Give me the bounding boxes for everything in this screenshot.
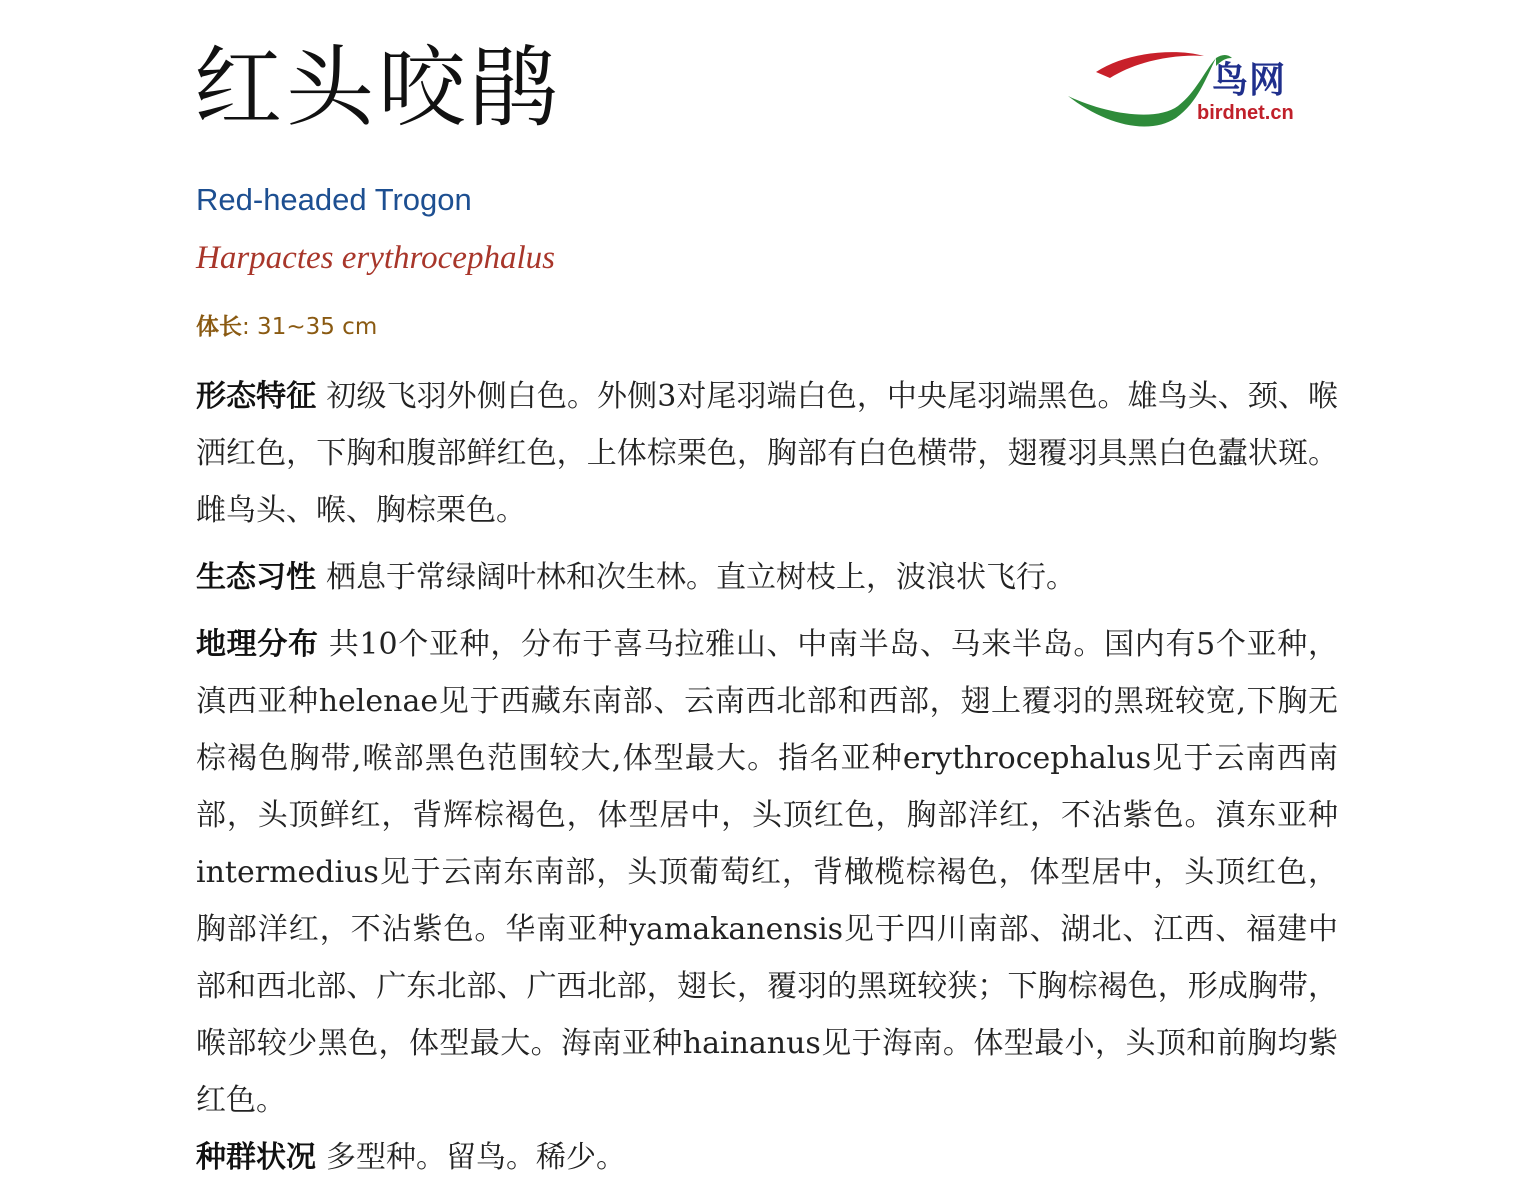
species-title: 红头咬鹃: [194, 36, 563, 139]
section-distribution: [196, 616, 1338, 1129]
section-text: 初级飞羽外侧白色。外侧3对尾羽端白色，中央尾羽端黑色。雄鸟头、颈、喉洒红色，下胸和腹部鲜红色，上体棕栗色，胸部有白色横带，翅覆羽具黑白色蠹状斑。雌鸟头、喉、胸棕栗色。: [196, 379, 1339, 528]
section-population: [196, 1129, 1338, 1186]
section-heading: 种群状况: [196, 1140, 316, 1175]
section-text: 共10个亚种，分布于喜马拉雅山、中南半岛、马来半岛。国内有5个亚种，滇西亚种helenae见于西藏东南部、云南西北部和西部，翅上覆羽的黑斑较宽,下胸无棕褐色胸带,喉部黑色范围较大,体型最大。指名亚种erythrocephalus见于云南西南部，头顶鲜红，背辉棕褐色，体型居中，头顶红色，胸部洋红，不沾紫色。滇东亚种intermedius见于云南东南部，头顶葡萄红，背橄榄棕褐色，体型居中，头顶红色，胸部洋红，不沾紫色。华南亚种yamakanensis见于四川南部、湖北、江西、福建中部和西北部、广东北部、广西北部，翅长，覆羽的黑斑较狭；下胸棕褐色，形成胸带，喉部较少黑色，体型最大。海南亚种hainanus见于海南。体型最小，头顶和前胸均紫红色。: [196, 627, 1338, 1118]
section-text: 栖息于常绿阔叶林和次生林。直立树枝上，波浪状飞行。: [326, 560, 1076, 595]
logo-domain-text: birdnet.cn: [1197, 102, 1294, 124]
species-description: [196, 368, 1338, 1196]
section-heading: 形态特征: [196, 379, 317, 414]
section-morphology: [196, 368, 1338, 539]
scientific-name: Harpactes erythrocephalus: [196, 240, 555, 276]
body-length-value: : 31~35 cm: [242, 314, 378, 340]
section-ecology: [196, 549, 1338, 606]
birdnet-logo[interactable]: [1066, 44, 1306, 134]
logo-chinese-text: 鸟网: [1212, 59, 1287, 101]
section-heading: 地理分布: [196, 627, 319, 662]
common-name: Red-headed Trogon: [196, 182, 472, 217]
section-text: 多型种。留鸟。稀少。: [326, 1140, 626, 1175]
body-length-label: 体长: [196, 314, 242, 340]
section-heading: 生态习性: [196, 560, 316, 595]
body-length: [196, 308, 377, 341]
